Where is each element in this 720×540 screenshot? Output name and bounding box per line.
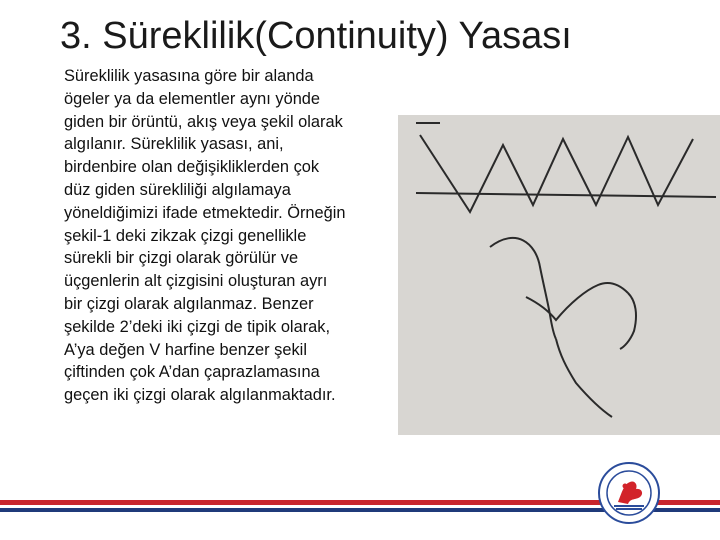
body-line: düz giden sürekliliği algılamaya: [64, 180, 291, 199]
body-line: yöneldiğimizi ifade etmektedir. Örneğin: [64, 203, 346, 222]
body-line: ögeler ya da elementler aynı yönde: [64, 89, 321, 108]
university-seal-icon: [598, 462, 660, 524]
body-line: çiftinden çok A’dan çaprazlamasına: [64, 363, 320, 382]
continuity-figure-photo: [398, 115, 720, 435]
body-line: sürekli bir çizgi olarak görülür ve: [64, 249, 299, 268]
figure-curve-a: [490, 238, 556, 339]
body-paragraph: [64, 65, 400, 407]
body-line: şekilde 2’deki iki çizgi de tipik olarak,: [64, 317, 331, 336]
body-line: giden bir örüntü, akış veya şekil olarak: [64, 112, 343, 131]
body-line: algılanır. Süreklilik yasası, ani,: [64, 135, 284, 154]
figure-curve-c: [556, 339, 612, 417]
body-line: şekil-1 deki zikzak çizgi genellikle: [64, 226, 307, 245]
figure-curve-b: [526, 283, 628, 320]
body-line: A’ya değen V harfine benzer şekil: [64, 340, 307, 359]
figure-zigzag-line: [420, 135, 693, 212]
body-line: geçen iki çizgi olarak algılanmaktadır.: [64, 386, 336, 405]
body-line: üçgenlerin alt çizgisini oluşturan ayrı: [64, 272, 328, 291]
slide-title: 3. Süreklilik(Continuity) Yasası: [60, 15, 572, 57]
body-line: birdenbire olan değişikliklerden çok: [64, 158, 320, 177]
figure-drawing: [398, 115, 720, 435]
body-line: bir çizgi olarak algılanmaz. Benzer: [64, 294, 314, 313]
figure-curve-d: [620, 293, 636, 349]
body-line: Süreklilik yasasına göre bir alanda: [64, 67, 314, 85]
